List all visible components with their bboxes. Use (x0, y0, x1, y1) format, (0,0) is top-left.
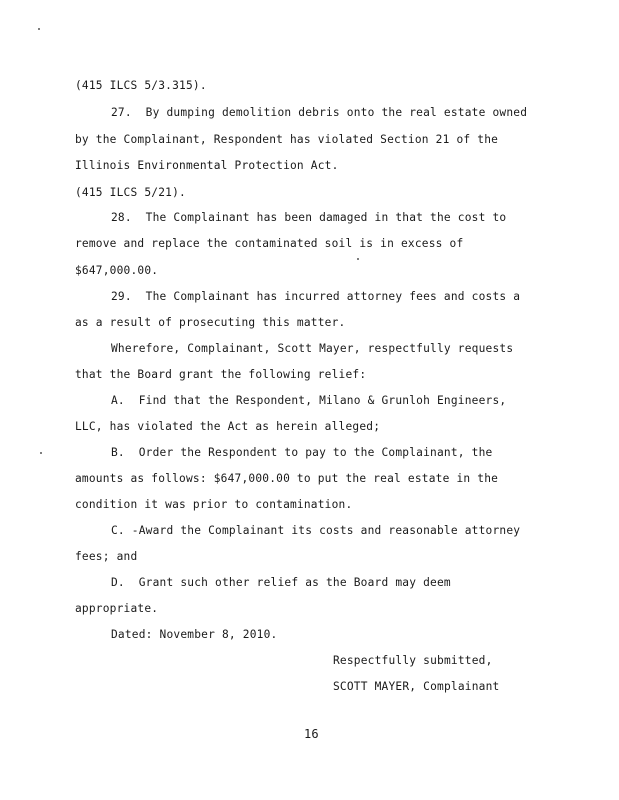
scan-speck (40, 452, 42, 454)
text-line: that the Board grant the following relief: (75, 368, 367, 381)
text-line: (415 ILCS 5/21). (75, 186, 186, 199)
text-line: 29. The Complainant has incurred attorney fees and costs a (111, 290, 521, 303)
text-line: remove and replace the contaminated soil is in excess of (75, 237, 464, 250)
text-line: as a result of prosecuting this matter. (75, 316, 346, 329)
text-line: Illinois Environmental Protection Act. (75, 159, 339, 172)
text-line: Wherefore, Complainant, Scott Mayer, respectfully requests (111, 342, 514, 355)
signature-closing: Respectfully submitted, (333, 654, 493, 667)
text-line: fees; and (75, 550, 138, 563)
page-number: 16 (304, 727, 319, 741)
text-line: appropriate. (75, 602, 159, 615)
signature-name: SCOTT MAYER, Complainant (333, 680, 500, 693)
text-line: B. Order the Respondent to pay to the Complainant, the (111, 446, 493, 459)
text-line: 28. The Complainant has been damaged in that the cost to (111, 211, 507, 224)
scan-speck (38, 28, 40, 30)
text-line: Dated: November 8, 2010. (111, 628, 278, 641)
text-line: (415 ILCS 5/3.315). (75, 79, 207, 92)
text-line: 27. By dumping demolition debris onto the real estate owned (111, 106, 528, 119)
text-line: A. Find that the Respondent, Milano & Grunloh Engineers, (111, 394, 507, 407)
text-line: condition it was prior to contamination. (75, 498, 353, 511)
text-line: LLC, has violated the Act as herein alleged; (75, 420, 381, 433)
text-line: by the Complainant, Respondent has violated Section 21 of the (75, 133, 499, 146)
text-line: C. -Award the Complainant its costs and reasonable attorney (111, 524, 521, 537)
text-line: amounts as follows: $647,000.00 to put the real estate in the (75, 472, 499, 485)
scan-speck (357, 258, 359, 260)
text-line: $647,000.00. (75, 264, 159, 277)
text-line: D. Grant such other relief as the Board may deem (111, 576, 451, 589)
